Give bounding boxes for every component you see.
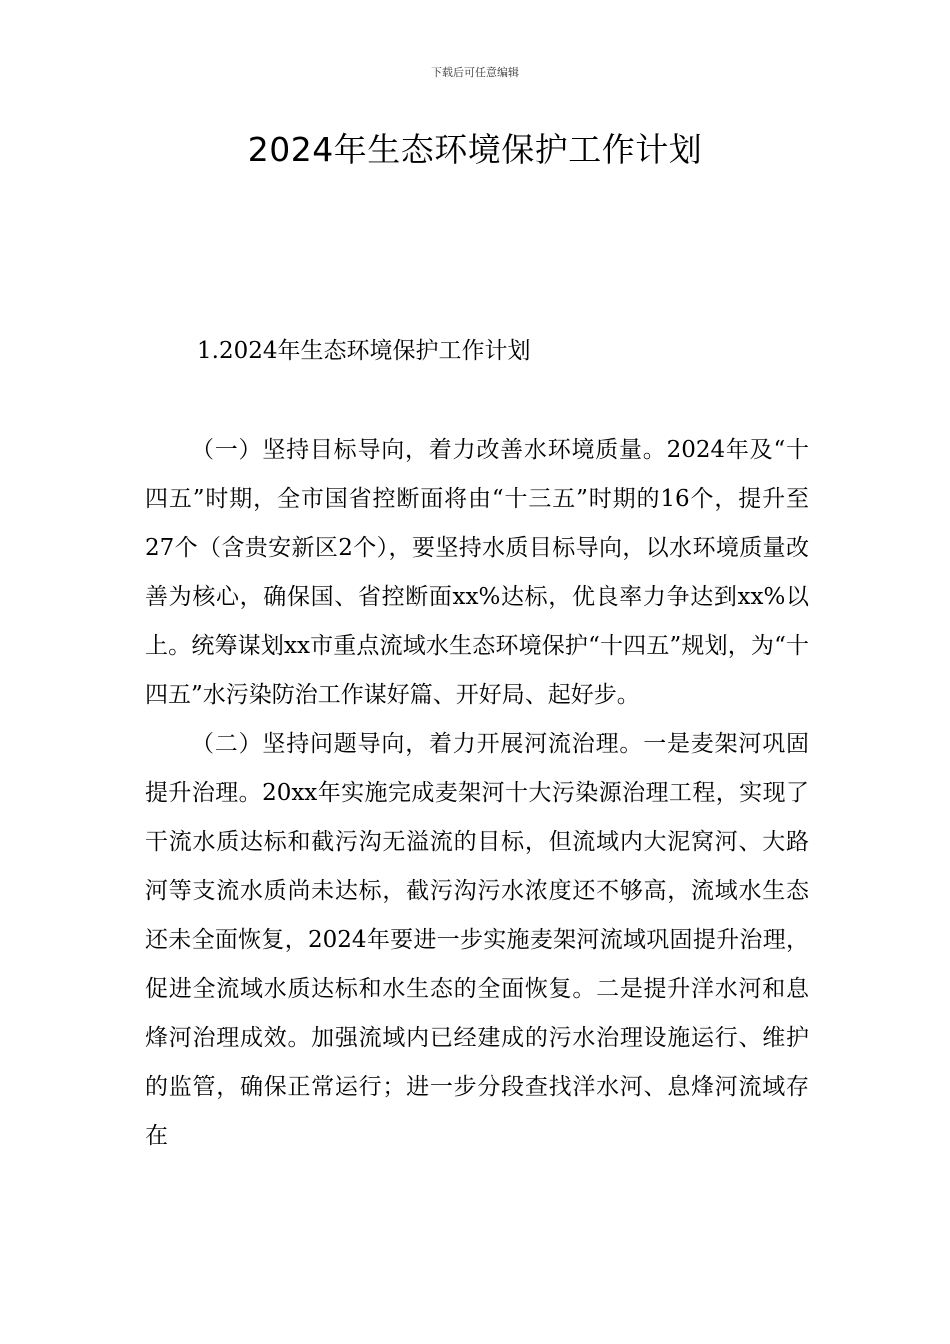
document-title: 2024年生态环境保护工作计划	[247, 130, 703, 169]
document-body	[145, 426, 809, 1161]
section-heading: 1.2024年生态环境保护工作计划	[197, 338, 531, 364]
paragraph-2: （二）坚持问题导向，着力开展河流治理。一是麦架河巩固提升治理。20xx年实施完成麦架河十大污染源治理工程，实现了干流水质达标和截污沟无溢流的目标，但流域内大泥窝河、大路河等支流水质尚未达标，截污沟污水浓度还不够高，流域水生态还未全面恢复，2024年要进一步实施麦架河流域巩固提升治理，促进全流域水质达标和水生态的全面恢复。二是提升洋水河和息烽河治理成效。加强流域内已经建成的污水治理设施运行、维护的监管，确保正常运行；进一步分段查找洋水河、息烽河流域存在	[145, 731, 809, 1149]
header-note: 下载后可任意编辑	[431, 66, 519, 79]
paragraph-1: （一）坚持目标导向，着力改善水环境质量。2024年及“十四五”时期，全市国省控断面将由“十三五”时期的16个，提升至27个（含贵安新区2个），要坚持水质目标导向，以水环境质量改善为核心，确保国、省控断面xx%达标，优良率力争达到xx%以上。统筹谋划xx市重点流域水生态环境保护“十四五”规划，为“十四五”水污染防治工作谋好篇、开好局、起好步。	[145, 437, 809, 708]
